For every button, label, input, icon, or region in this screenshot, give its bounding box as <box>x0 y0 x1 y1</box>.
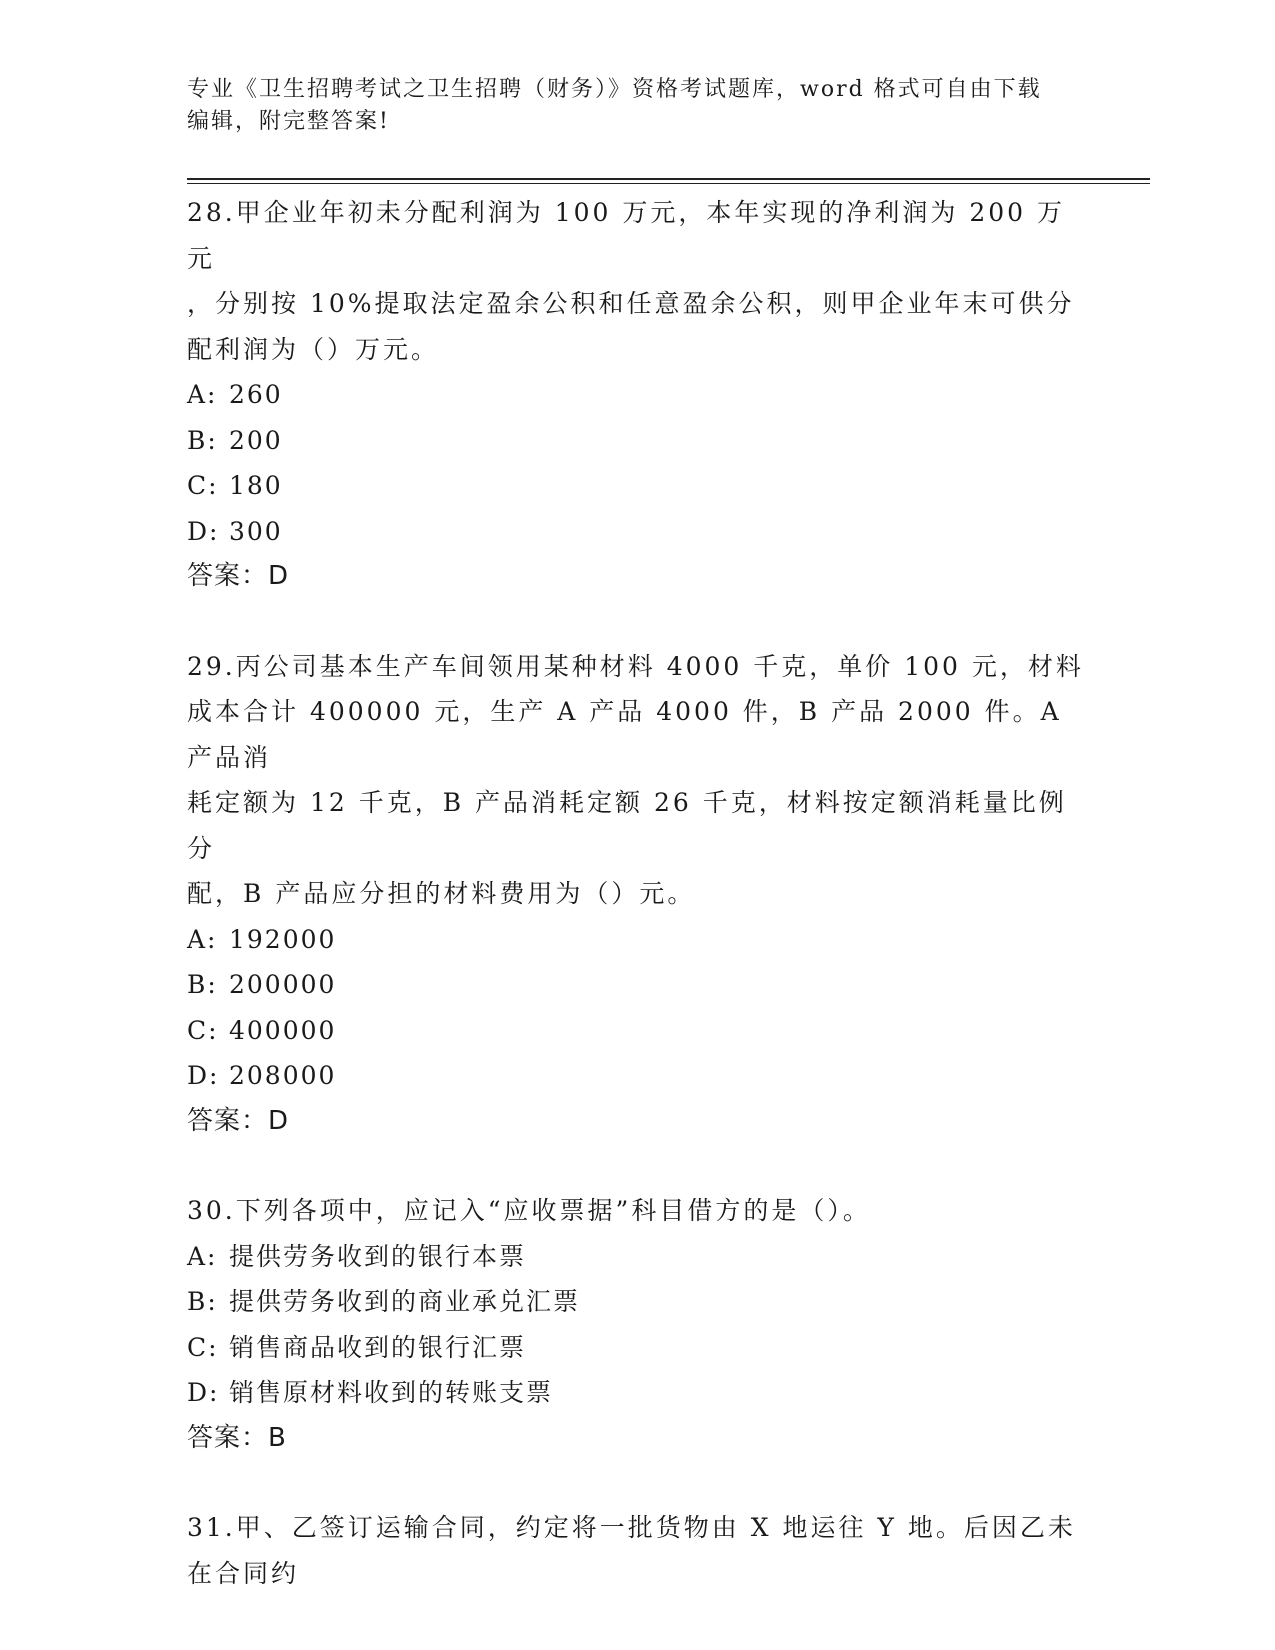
question-stem-line: 31.甲、乙签订运输合同，约定将一批货物由 X 地运往 Y 地。后因乙未 <box>187 1513 1076 1542</box>
option-c <box>187 463 1087 509</box>
question-stem-line: ，分别按 10%提取法定盈余公积和任意盈余公积，则甲企业年末可供分 <box>187 289 1075 318</box>
option-b <box>187 962 1087 1008</box>
question-28 <box>187 190 1087 600</box>
option-a <box>187 1234 1087 1280</box>
option-letter: D: <box>187 1378 220 1407</box>
option-letter: A: <box>187 924 218 954</box>
option-text: 208000 <box>229 1061 337 1090</box>
option-letter: B: <box>187 970 218 999</box>
answer-line: 答案：D <box>187 1105 290 1136</box>
question-stem-line: 配，B 产品应分担的材料费用为（）元。 <box>187 879 696 908</box>
option-letter: C: <box>187 1332 219 1362</box>
question-stem-line: 在合同约 <box>187 1558 300 1588</box>
option-text: 192000 <box>229 924 337 954</box>
option-text: 提供劳务收到的银行本票 <box>229 1241 527 1271</box>
option-b <box>187 1279 1087 1325</box>
option-letter: D: <box>187 516 220 546</box>
option-text: 300 <box>229 516 283 546</box>
question-31 <box>187 1505 1087 1596</box>
question-list <box>187 190 1087 1640</box>
question-stem-line: 耗定额为 12 千克，B 产品消耗定额 26 千克，材料按定额消耗量比例分 <box>187 788 1067 863</box>
question-29 <box>187 644 1087 1145</box>
option-a <box>187 917 1087 963</box>
header-line-2: 编辑，附完整答案! <box>187 109 390 134</box>
option-b <box>187 418 1087 464</box>
option-text: 200 <box>229 425 283 455</box>
header-divider-thick <box>187 178 1150 180</box>
option-letter: C: <box>187 1015 219 1045</box>
option-letter: A: <box>187 1241 218 1271</box>
option-a <box>187 372 1087 418</box>
option-text: 180 <box>229 471 283 500</box>
answer-line: 答案：B <box>187 1422 287 1453</box>
question-stem-line: 成本合计 400000 元，生产 A 产品 4000 件，B 产品 2000 件。A 产品消 <box>187 697 1062 772</box>
option-text: 提供劳务收到的商业承兑汇票 <box>229 1287 581 1316</box>
header-line-1: 专业《卫生招聘考试之卫生招聘（财务）》资格考试题库，word 格式可自由下载 <box>187 77 1042 102</box>
option-text: 销售商品收到的银行汇票 <box>229 1332 527 1362</box>
header-divider-thin <box>187 183 1150 184</box>
option-letter: B: <box>187 425 218 455</box>
option-c <box>187 1325 1087 1371</box>
option-letter: D: <box>187 1061 220 1090</box>
question-stem-line: 28.甲企业年初未分配利润为 100 万元，本年实现的净利润为 200 万元 <box>187 198 1065 273</box>
option-letter: B: <box>187 1287 218 1316</box>
option-d <box>187 1370 1087 1416</box>
option-text: 200000 <box>229 970 337 999</box>
option-d <box>187 1053 1087 1099</box>
option-text: 400000 <box>229 1015 337 1045</box>
option-letter: C: <box>187 471 219 500</box>
question-stem-line: 29.丙公司基本生产车间领用某种材料 4000 千克，单价 100 元，材料 <box>187 651 1084 681</box>
option-text: 销售原材料收到的转账支票 <box>229 1378 554 1407</box>
option-c <box>187 1008 1087 1054</box>
question-stem-line: 30.下列各项中，应记入“应收票据”科目借方的是（）。 <box>187 1196 871 1225</box>
option-text: 260 <box>229 380 283 409</box>
document-header <box>187 74 1087 138</box>
option-d <box>187 509 1087 555</box>
answer-line: 答案：D <box>187 561 290 591</box>
question-30 <box>187 1188 1087 1461</box>
option-letter: A: <box>187 380 218 409</box>
question-stem-line: 配利润为（）万元。 <box>187 334 440 364</box>
